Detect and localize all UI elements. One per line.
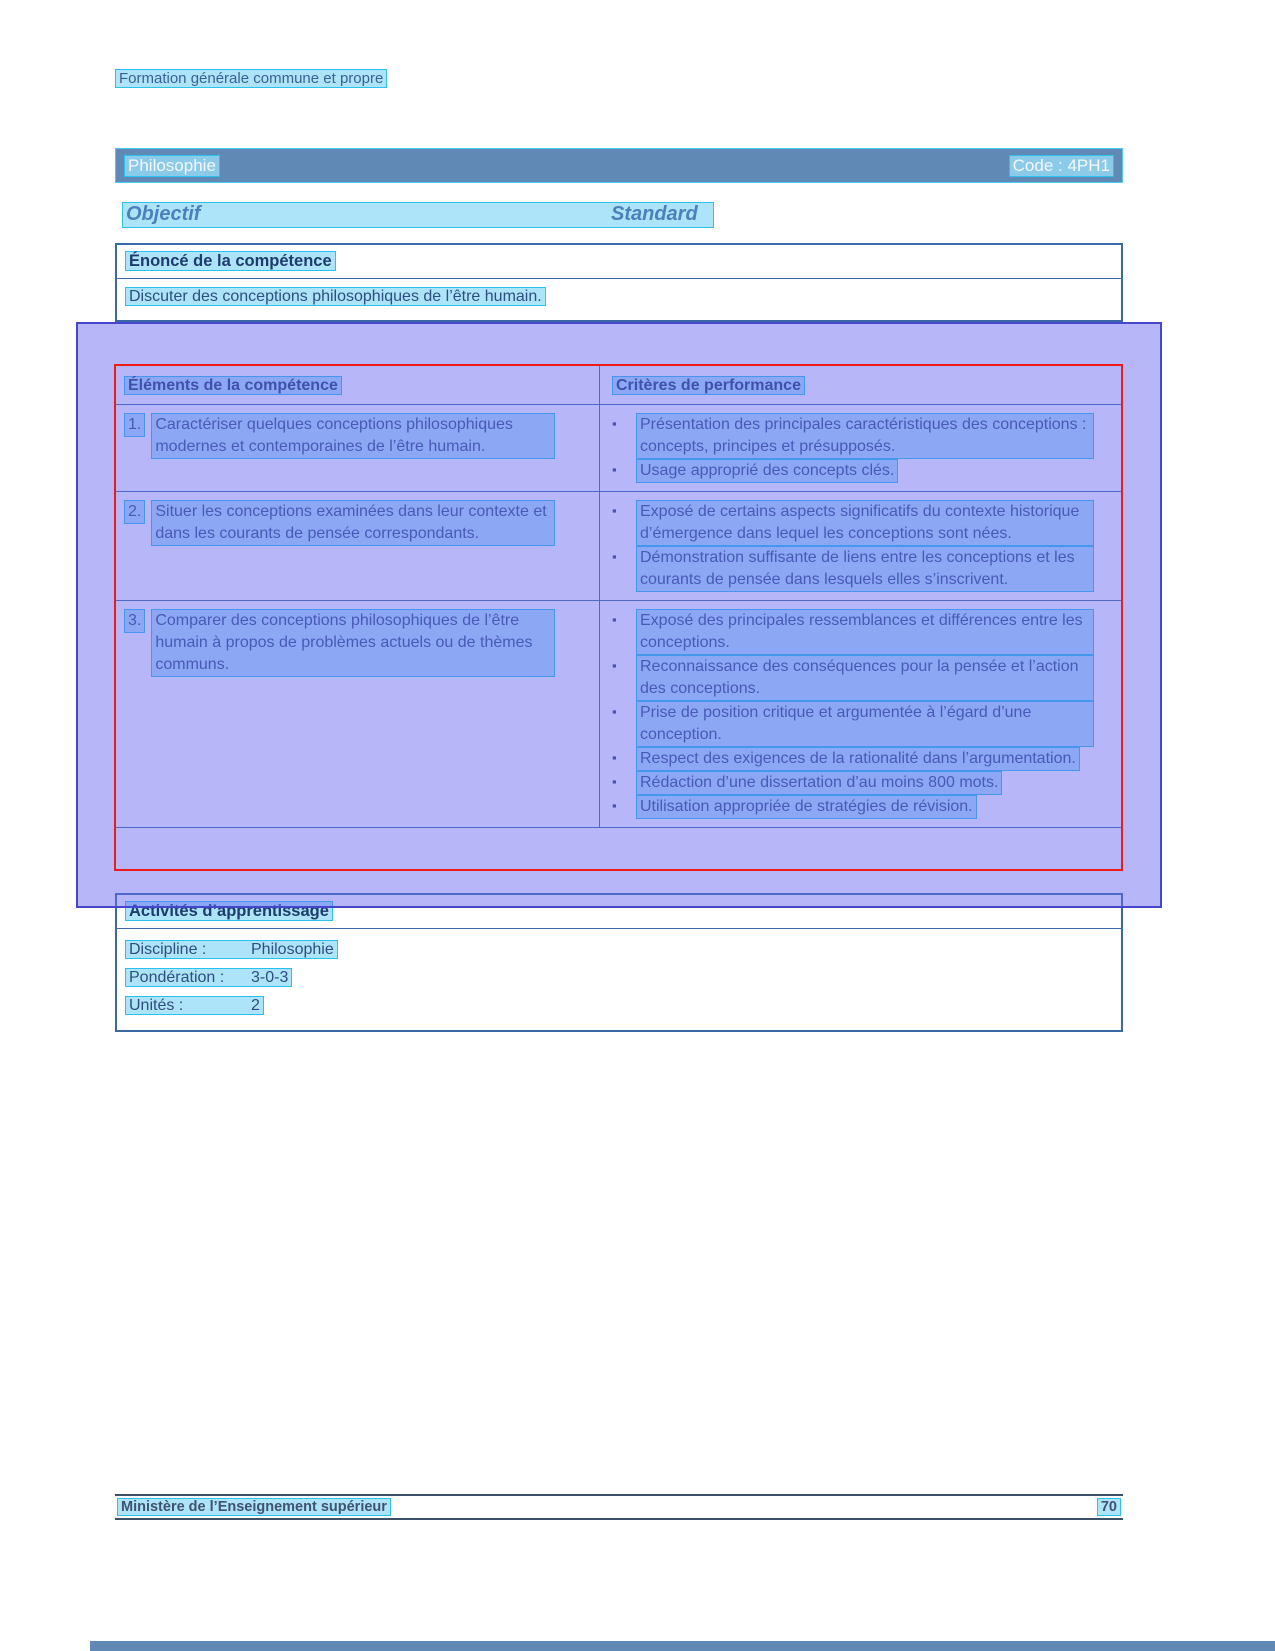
criteria-item xyxy=(612,655,1105,701)
criteria-item xyxy=(612,747,1105,771)
criteria-text: Respect des exigences de la rationalité dans l’argumentation. xyxy=(636,747,1080,771)
enonce-body xyxy=(117,279,1121,320)
bullet-icon: ▪ xyxy=(612,549,617,564)
activites-body xyxy=(117,929,1121,1030)
element-text: Situer les conceptions examinées dans leur contexte et dans les courants de pensée correspondants. xyxy=(151,500,555,546)
criteria-cell xyxy=(599,492,1121,600)
criteria-item xyxy=(612,546,1105,592)
ponderation-value: 3-0-3 xyxy=(251,969,289,986)
criteria-item xyxy=(612,413,1105,459)
element-cell xyxy=(116,492,599,600)
table-header-row xyxy=(116,366,1121,404)
table-row xyxy=(116,600,1121,827)
header-note-text: Formation générale commune et propre xyxy=(115,69,387,88)
bullet-icon: ▪ xyxy=(612,416,617,431)
table-header-col1 xyxy=(116,366,599,404)
unites-value: 2 xyxy=(251,997,260,1014)
activites-heading-row xyxy=(117,895,1121,929)
criteria-text: Reconnaissance des conséquences pour la pensée et l’action des conceptions. xyxy=(636,655,1094,701)
objectif-heading: Objectif xyxy=(126,203,201,225)
criteria-item xyxy=(612,609,1105,655)
activites-line-box xyxy=(125,968,292,987)
activites-line xyxy=(125,992,1113,1020)
page-footer xyxy=(115,1494,1123,1520)
bullet-icon: ▪ xyxy=(612,774,617,789)
criteria-text: Exposé de certains aspects significatifs du contexte historique d’émergence dans lequel les conceptions sont nées. xyxy=(636,500,1094,546)
table-header-col2 xyxy=(599,366,1121,404)
enonce-box xyxy=(115,243,1123,322)
element-text: Comparer des conceptions philosophiques de l’être humain à propos de problèmes actuels ou de thèmes communs. xyxy=(151,609,555,677)
page-number: 70 xyxy=(1097,1498,1121,1516)
criteria-cell xyxy=(599,405,1121,491)
standard-heading: Standard xyxy=(611,203,698,225)
competence-table xyxy=(115,365,1122,828)
bullet-icon: ▪ xyxy=(612,704,617,719)
activites-box xyxy=(115,893,1123,1032)
unites-label-box xyxy=(125,996,264,1015)
criteria-cell xyxy=(599,601,1121,827)
criteria-text: Rédaction d’une dissertation d’au moins 800 mots. xyxy=(636,771,1002,795)
bullet-icon: ▪ xyxy=(612,612,617,627)
element-number: 3. xyxy=(124,609,145,633)
element-number: 2. xyxy=(124,500,145,524)
bullet-icon: ▪ xyxy=(612,750,617,765)
activites-line-box xyxy=(125,940,338,959)
course-code: Code : 4PH1 xyxy=(1009,155,1114,177)
element-number: 1. xyxy=(124,413,145,437)
bottom-decoration-bar xyxy=(90,1641,1275,1651)
header-note xyxy=(115,70,387,87)
table-row xyxy=(116,404,1121,491)
footer-text: Ministère de l’Enseignement supérieur xyxy=(117,1498,391,1516)
criteria-text: Prise de position critique et argumentée à l’égard d’une conception. xyxy=(636,701,1094,747)
enonce-text: Discuter des conceptions philosophiques de l’être humain. xyxy=(125,285,575,308)
bullet-icon: ▪ xyxy=(612,798,617,813)
criteria-text: Présentation des principales caractéristiques des conceptions : concepts, principes et présupposés. xyxy=(636,413,1094,459)
criteria-item xyxy=(612,459,1105,483)
discipline-value: Philosophie xyxy=(251,941,334,958)
enonce-heading: Énoncé de la compétence xyxy=(125,251,336,271)
criteria-item xyxy=(612,701,1105,747)
col2-header: Critères de performance xyxy=(612,376,805,395)
element-cell xyxy=(116,601,599,827)
criteria-item xyxy=(612,771,1105,795)
enonce-heading-row xyxy=(117,245,1121,279)
bullet-icon: ▪ xyxy=(612,503,617,518)
discipline-label: Discipline : xyxy=(129,941,207,958)
criteria-text: Démonstration suffisante de liens entre les conceptions et les courants de pensée dans lesquels elles s’inscrivent. xyxy=(636,546,1094,592)
criteria-item xyxy=(612,795,1105,819)
bullet-icon: ▪ xyxy=(612,658,617,673)
element-cell xyxy=(116,405,599,491)
activites-line xyxy=(125,964,1113,992)
bullet-icon: ▪ xyxy=(612,462,617,477)
criteria-text: Usage approprié des concepts clés. xyxy=(636,459,898,483)
section-title-row xyxy=(122,202,714,228)
criteria-text: Utilisation appropriée de stratégies de révision. xyxy=(636,795,977,819)
criteria-item xyxy=(612,500,1105,546)
activites-heading: Activités d’apprentissage xyxy=(125,901,333,921)
col1-header: Éléments de la compétence xyxy=(124,376,342,395)
element-text: Caractériser quelques conceptions philosophiques modernes et contemporaines de l’être humain. xyxy=(151,413,555,459)
table-row xyxy=(116,491,1121,600)
activites-line xyxy=(125,936,1113,964)
course-title: Philosophie xyxy=(124,155,220,177)
ponderation-label: Pondération : xyxy=(129,969,225,986)
criteria-text: Exposé des principales ressemblances et différences entre les conceptions. xyxy=(636,609,1094,655)
title-bar xyxy=(115,148,1123,183)
unites-label: Unités : xyxy=(129,997,184,1014)
objectif-standard-box xyxy=(122,202,714,228)
